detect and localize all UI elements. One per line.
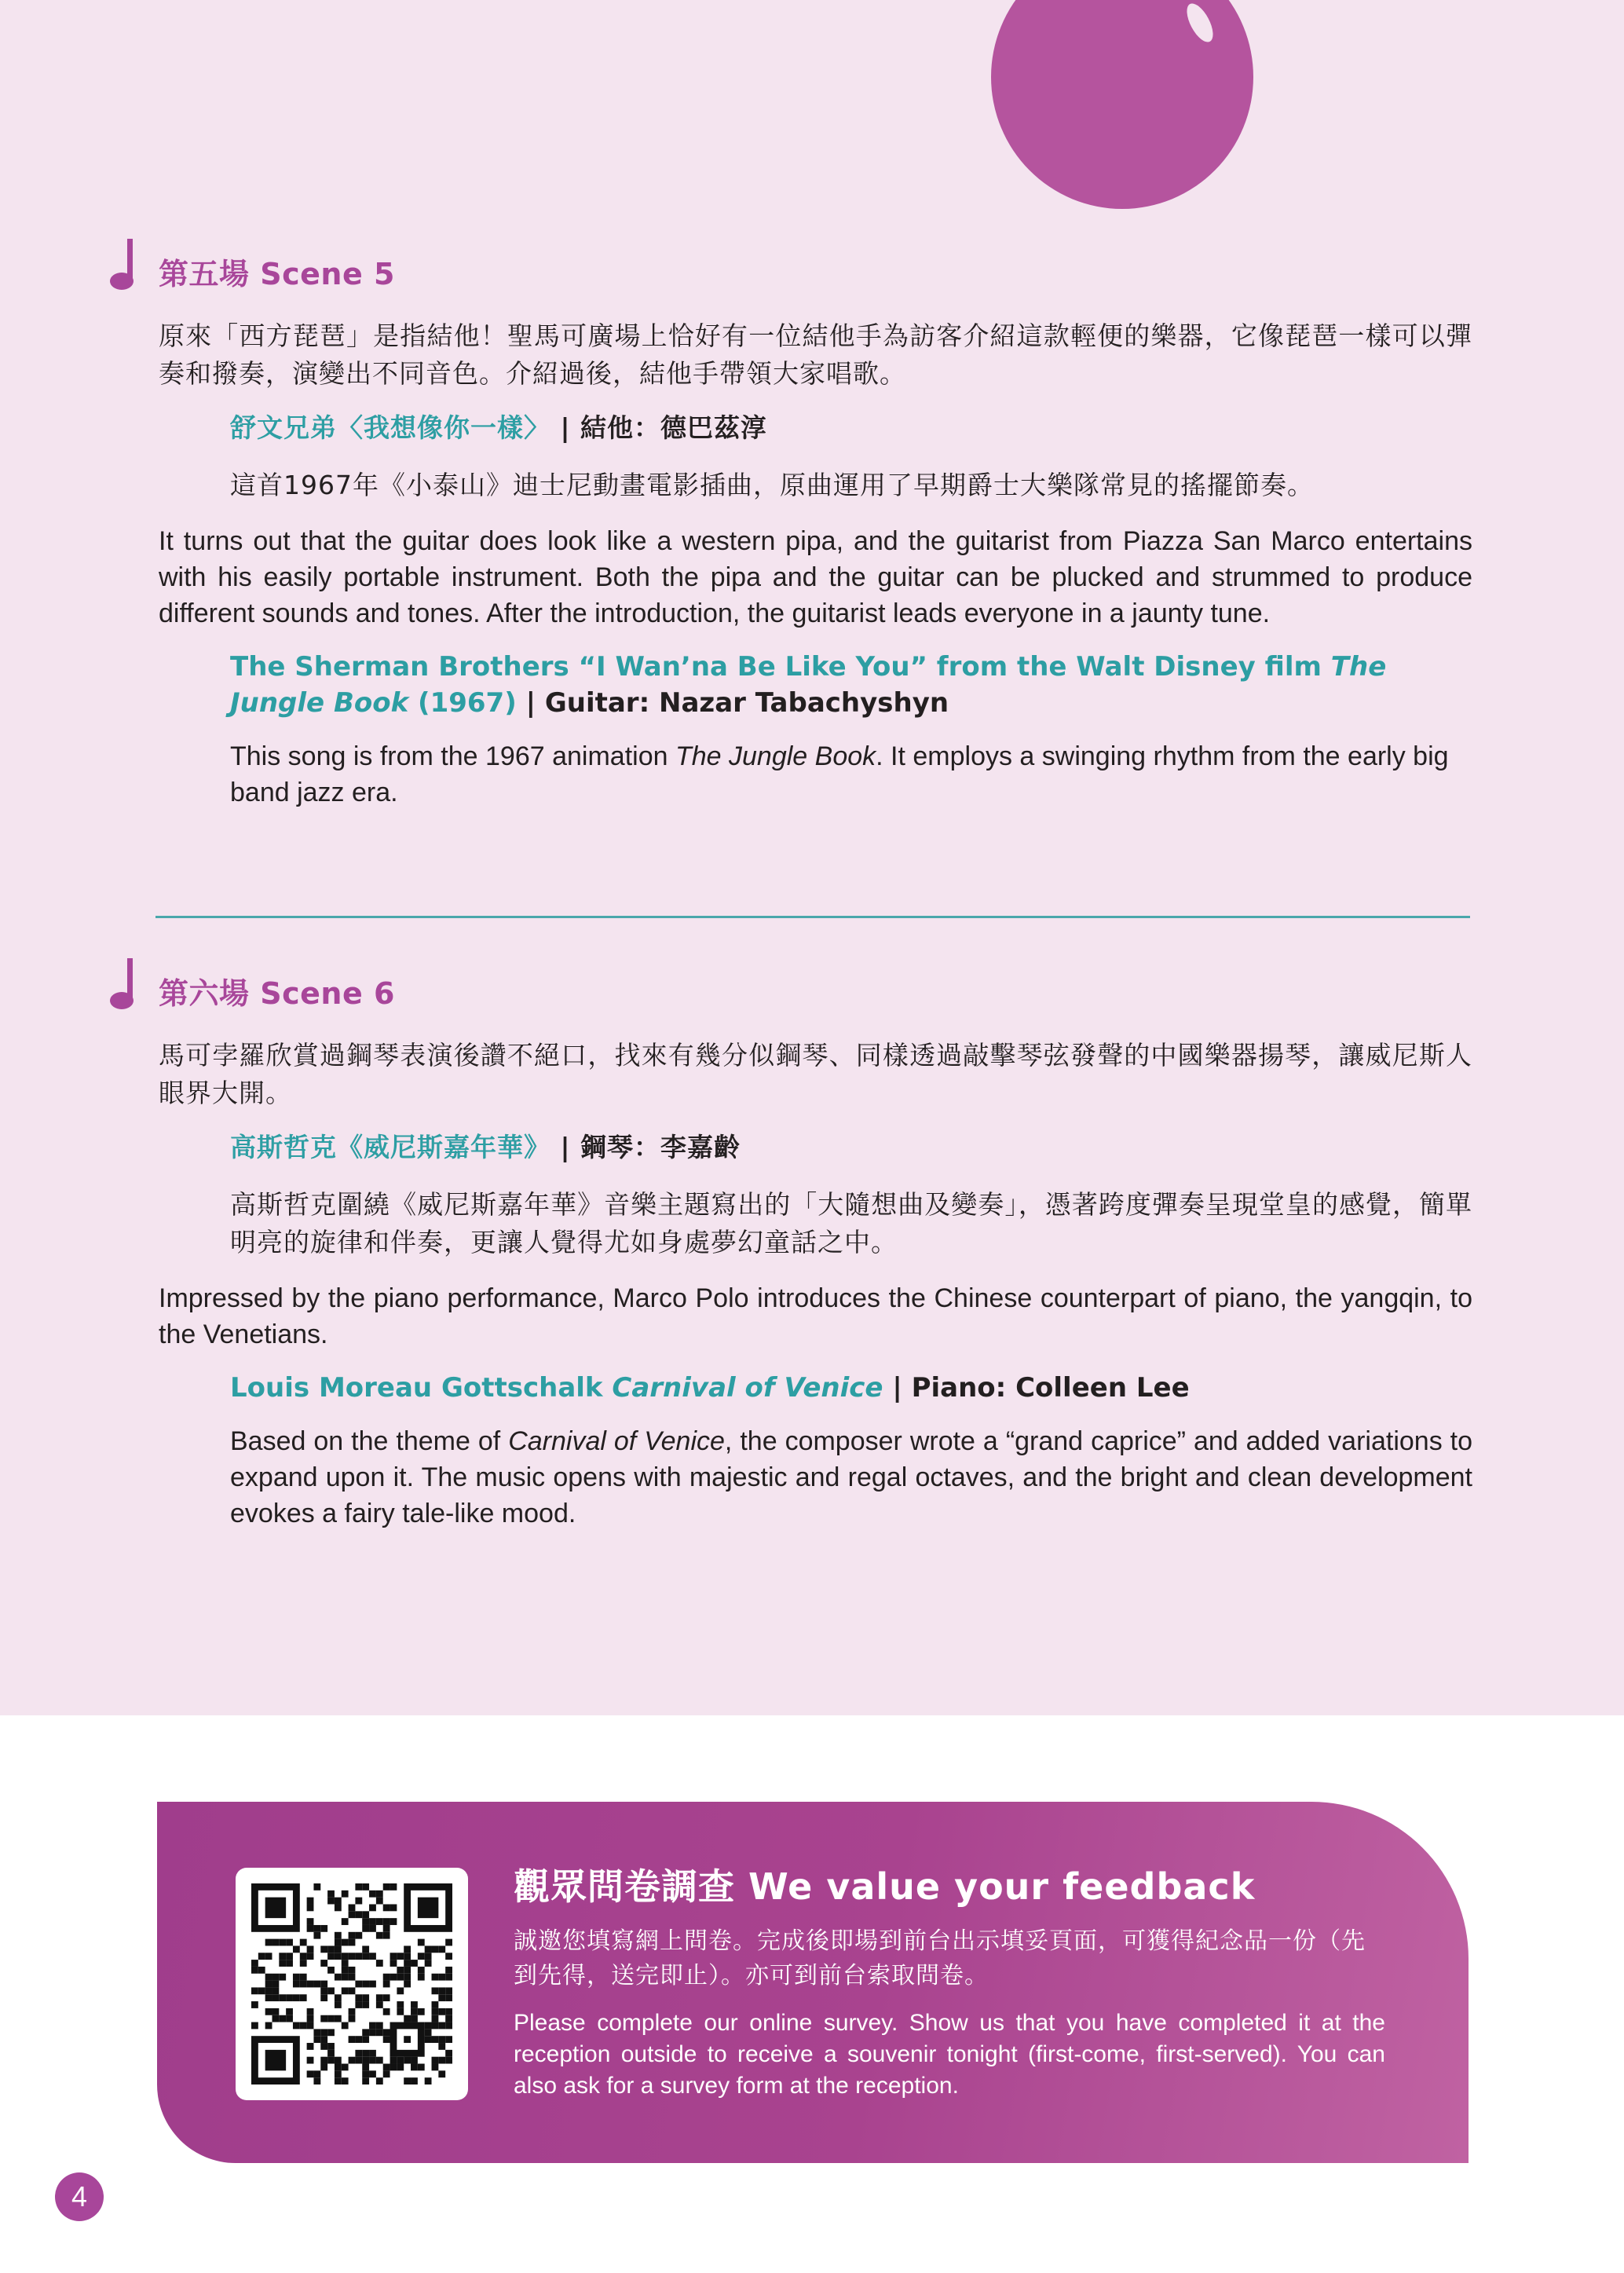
feedback-title: 觀眾問卷調查 We value your feedback <box>514 1865 1256 1908</box>
feedback-text-en: Please complete our online survey. Show us that you have completed it at the reception outside to receive a souvenir tonight (first-come, first-served). You can also ask for a survey form at the reception. <box>514 2010 1385 2099</box>
music-note-icon <box>110 958 141 1013</box>
scene-5-note-en: This song is from the 1967 animation The Jungle Book. It employs a swinging rhythm from the early big band jazz era. <box>230 741 1449 807</box>
scene-6-work-en: Louis Moreau Gottschalk Carnival of Venice <box>230 1372 883 1404</box>
scene-6-heading <box>110 958 1472 1016</box>
feedback-panel <box>157 1802 1469 2163</box>
scene-5-heading <box>110 239 1472 297</box>
qr-code-icon[interactable] <box>251 1883 452 2084</box>
music-note-icon <box>110 239 141 294</box>
scene-5-intro-en: It turns out that the guitar does look like a western pipa, and the guitarist from Piazza San Marco entertains with his easily portable instrument. Both the pipa and the guitar can be plucked and strummed to produce different sounds and tones. After the introduction, the guitarist leads everyone in a jaunty tune. <box>159 526 1472 628</box>
scene-5-performer-en: | Guitar: Nazar Tabachyshyn <box>525 687 949 719</box>
section-divider <box>155 916 1470 918</box>
scene-6-section <box>110 958 1472 1532</box>
scene-5-credit-zh <box>230 410 1472 446</box>
feedback-text-zh: 誠邀您填寫網上問卷。完成後即場到前台出示填妥頁面，可獲得紀念品一份（先到先得，送完即止）。亦可到前台索取問卷。 <box>514 1927 1366 1989</box>
page-number: 4 <box>55 2172 104 2221</box>
scene-6-intro-zh: 馬可孛羅欣賞過鋼琴表演後讚不絕口，找來有幾分似鋼琴、同樣透過敲擊琴弦發聲的中國樂器揚琴，讓威尼斯人眼界大開。 <box>159 1040 1472 1108</box>
scene-5-work-zh: 舒文兄弟〈我想像你一樣〉 <box>230 412 550 443</box>
scene-6-intro-en: Impressed by the piano performance, Marco Polo introduces the Chinese counterpart of piano, the yangqin, to the Venetians. <box>159 1283 1472 1349</box>
scene-6-title: 第六場 Scene 6 <box>159 976 395 1011</box>
scene-5-intro-zh: 原來「西方琵琶」是指結他！聖馬可廣場上恰好有一位結他手為訪客介紹這款輕便的樂器，它像琵琶一樣可以彈奏和撥奏，演變出不同音色。介紹過後，結他手帶領大家唱歌。 <box>159 320 1472 389</box>
scene-5-section <box>110 239 1472 811</box>
scene-6-note-en: Based on the theme of Carnival of Venice, the composer wrote a “grand caprice” and added variations to expand upon it. The music opens with majestic and regal octaves, and the bright and clean development evokes a fairy tale-like mood. <box>230 1426 1473 1528</box>
scene-6-work-zh: 高斯哲克《威尼斯嘉年華》 <box>230 1132 550 1162</box>
scene-6-performer-en: | Piano: Colleen Lee <box>892 1372 1190 1404</box>
scene-6-performer-zh: | 鋼琴：李嘉齡 <box>560 1132 741 1162</box>
scene-5-performer-zh: | 結他：德巴茲淳 <box>560 412 768 443</box>
survey-qr-code[interactable] <box>236 1868 468 2100</box>
scene-5-title: 第五場 Scene 5 <box>159 257 395 291</box>
scene-5-work-en: The Sherman Brothers “I Wan’na Be Like You” from the Walt Disney film The Jungle Book (1967) <box>230 651 1387 719</box>
scene-6-note-zh: 高斯哲克圍繞《威尼斯嘉年華》音樂主題寫出的「大隨想曲及變奏」，憑著跨度彈奏呈現堂皇的感覺，簡單明亮的旋律和伴奏，更讓人覺得尤如身處夢幻童話之中。 <box>230 1189 1472 1257</box>
scene-5-note-zh: 這首1967年《小泰山》迪士尼動畫電影插曲，原曲運用了早期爵士大樂隊常見的搖擺節奏。 <box>230 470 1314 500</box>
scene-6-credit-en <box>230 1370 1472 1406</box>
scene-6-credit-zh <box>230 1129 1472 1166</box>
scene-5-credit-en <box>230 649 1472 721</box>
